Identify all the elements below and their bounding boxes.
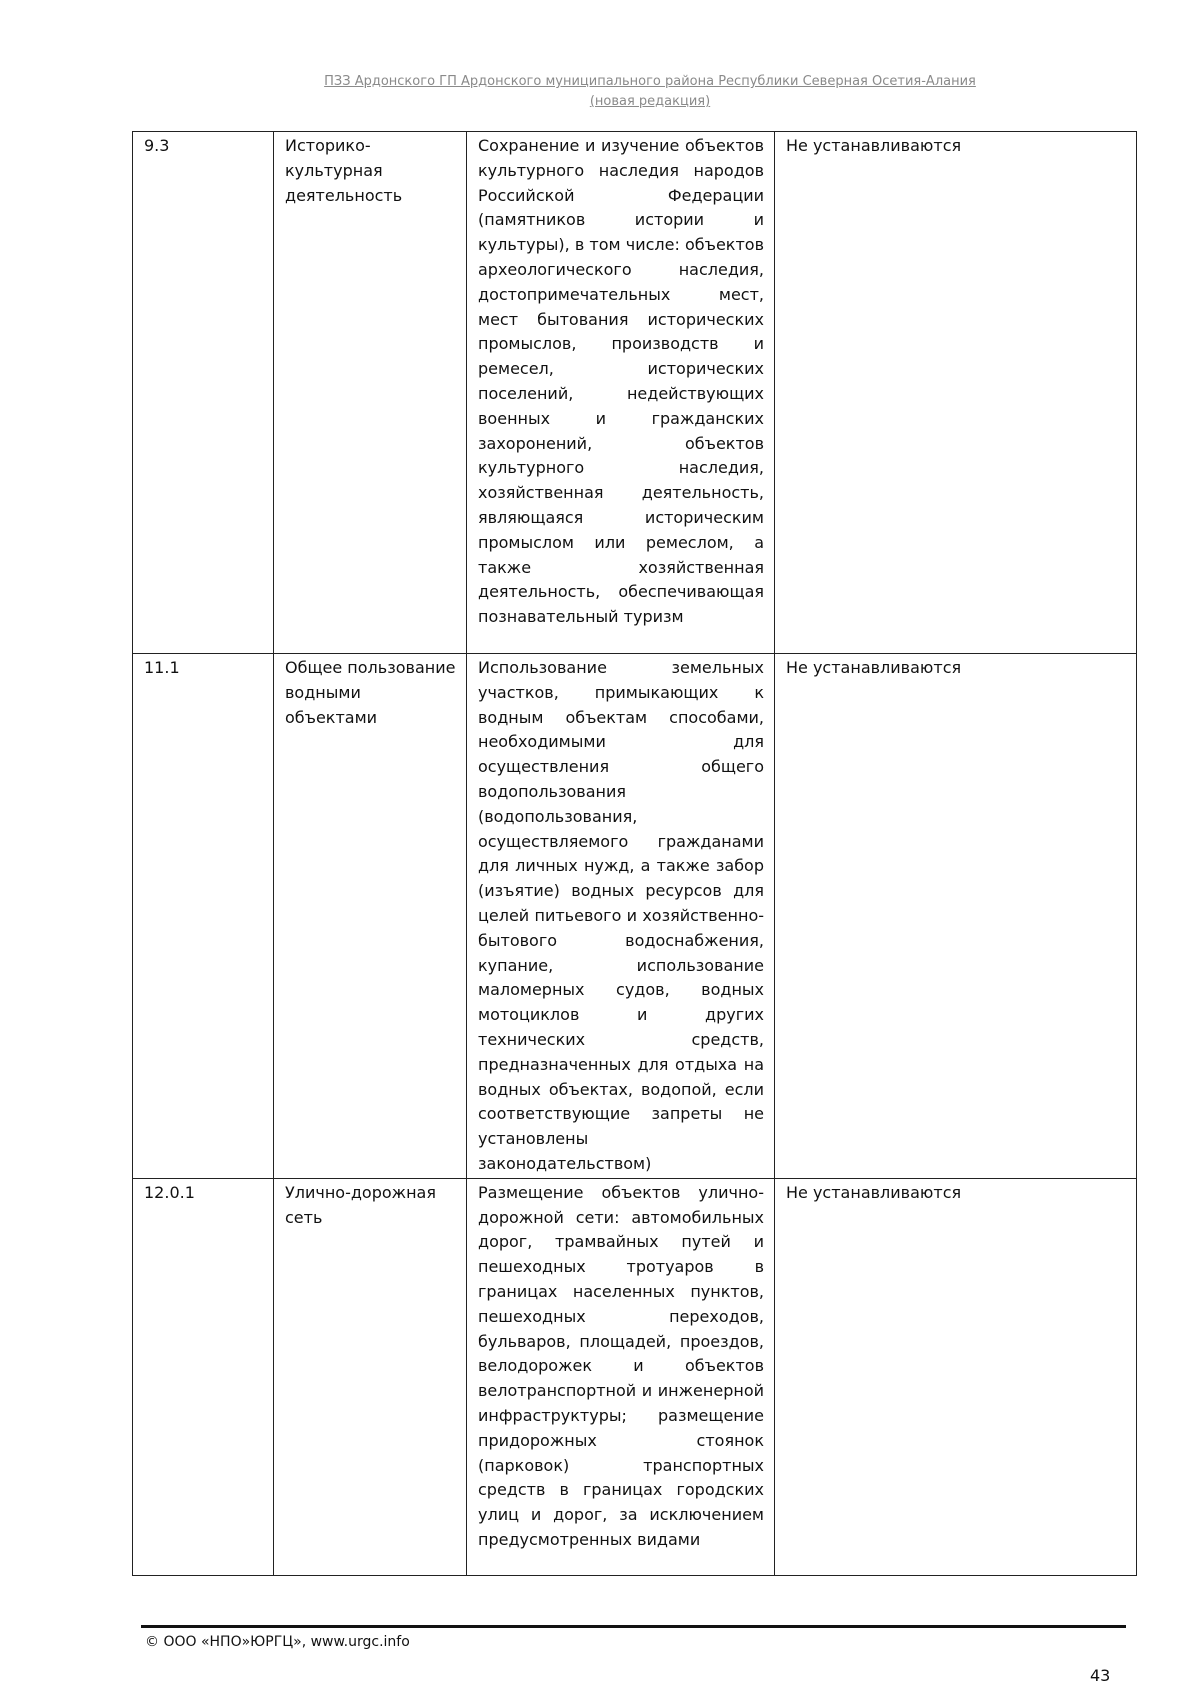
table-row [133, 1178, 1137, 1575]
use-name: Общее пользование водными объектами [274, 654, 467, 1179]
use-limits: Не устанавливаются [775, 132, 1137, 654]
use-code: 12.0.1 [133, 1178, 274, 1575]
use-limits: Не устанавливаются [775, 1178, 1137, 1575]
use-description: Использование земельных участков, примыкающих к водным объектам способами, необходимыми для осуществления общего водопользования (водопользования, осуществляемого гражданами для личных нужд, а также забор (изъятие) водных ресурсов для целей питьевого и хозяйственно-бытового водоснабжения, купание, использование маломерных судов, водных мотоциклов и других технических средств, предназначенных для отдыха на водных объектах, водопой, если соответствующие запреты не установлены законодательством) [467, 654, 775, 1179]
header-subtitle: (новая редакция) [589, 94, 711, 109]
page-number: 43 [1090, 1666, 1111, 1685]
header-title: ПЗЗ Ардонского ГП Ардонского муниципального района Республики Северная Осетия-Алания [324, 74, 976, 89]
table-row [133, 132, 1137, 654]
footer-copyright: © ООО «НПО»ЮРГЦ», www.urgc.info [145, 1634, 410, 1650]
use-description: Сохранение и изучение объектов культурного наследия народов Российской Федерации (памятников истории и культуры), в том числе: объектов археологического наследия, достопримечательных мест, мест бытования исторических промыслов, производств и ремесел, исторических поселений, недействующих военных и гражданских захоронений, объектов культурного наследия, хозяйственная деятельность, являющаяся историческим промыслом или ремеслом, а также хозяйственная деятельность, обеспечивающая познавательный туризм [467, 132, 775, 654]
use-description: Размещение объектов улично-дорожной сети: автомобильных дорог, трамвайных путей и пешеходных тротуаров в границах населенных пунктов, пешеходных переходов, бульваров, площадей, проездов, велодорожек и объектов велотранспортной и инженерной инфраструктуры; размещение придорожных стоянок (парковок) транспортных средств в границах городских улиц и дорог, за исключением предусмотренных видами [467, 1178, 775, 1575]
use-name: Улично-дорожная сеть [274, 1178, 467, 1575]
footer-divider [141, 1625, 1126, 1628]
use-limits: Не устанавливаются [775, 654, 1137, 1179]
use-code: 9.3 [133, 132, 274, 654]
use-code: 11.1 [133, 654, 274, 1179]
table-row [133, 654, 1137, 1179]
land-use-table [132, 131, 1137, 1576]
document-header [0, 72, 1200, 112]
use-name: Историко-культурная деятельность [274, 132, 467, 654]
